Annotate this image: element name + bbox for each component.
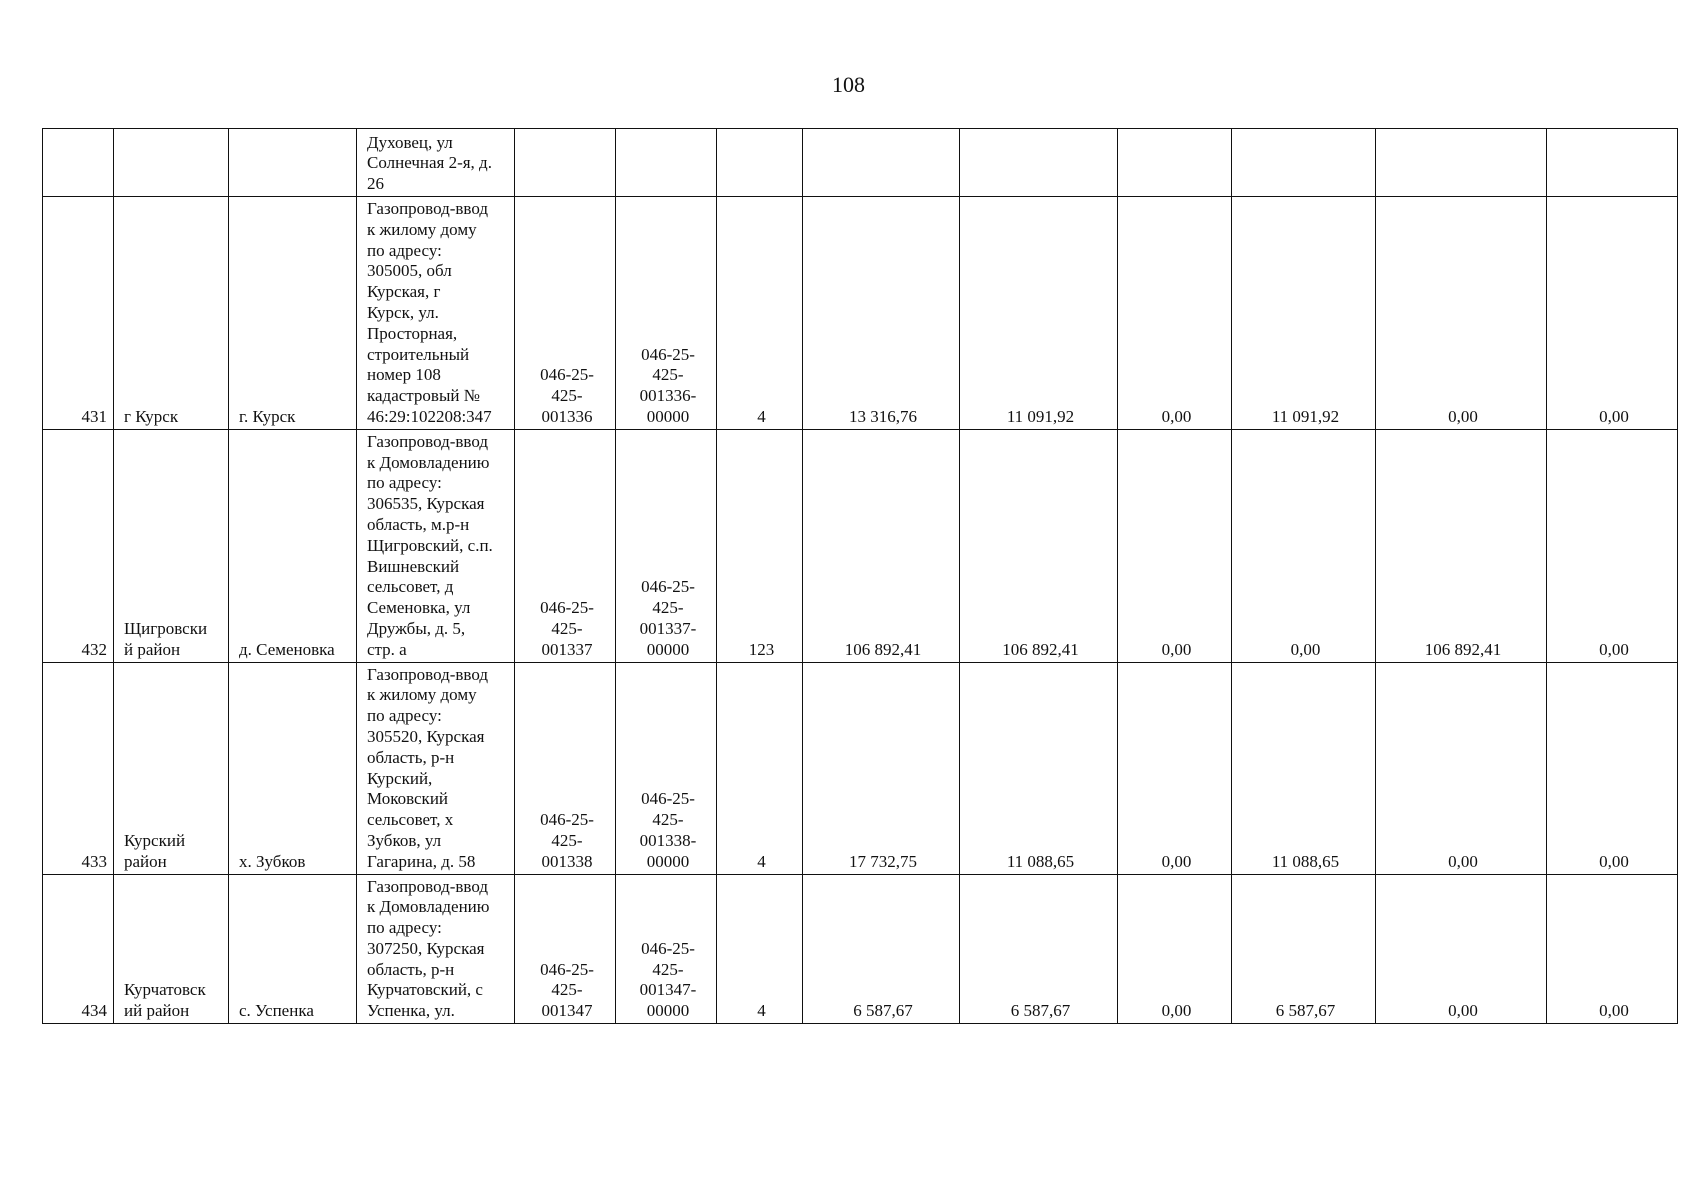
value-cell-6	[1547, 129, 1678, 197]
value-cell-2: 106 892,41	[960, 429, 1118, 662]
table-row	[43, 429, 1678, 662]
value-cell-3: 0,00	[1118, 662, 1232, 874]
quantity-cell: 123	[717, 429, 803, 662]
object-description-cell: Газопровод-ввод к жилому дому по адресу: 305005, обл Курская, г Курск, ул. Просторная, строительный номер 108 кадастровый № 46:29:102208:347	[357, 197, 515, 430]
value-cell-2	[960, 129, 1118, 197]
value-cell-1: 106 892,41	[803, 429, 960, 662]
district-cell: г Курск	[114, 197, 229, 430]
value-cell-3	[1118, 129, 1232, 197]
district-cell	[114, 129, 229, 197]
table-row	[43, 129, 1678, 197]
quantity-cell: 4	[717, 874, 803, 1024]
object-description-cell: Духовец, ул Солнечная 2-я, д. 26	[357, 129, 515, 197]
value-cell-3: 0,00	[1118, 429, 1232, 662]
registry-code-cell: 046-25- 425- 001347- 00000	[616, 874, 717, 1024]
locality-cell	[229, 129, 357, 197]
row-number-cell	[43, 129, 114, 197]
object-description-cell: Газопровод-ввод к Домовладению по адресу: 306535, Курская область, м.р-н Щигровский, с.п. Вишневский сельсовет, д Семеновка, ул Дружбы, д. 5, стр. а	[357, 429, 515, 662]
registry-table	[42, 128, 1678, 1024]
value-cell-6: 0,00	[1547, 429, 1678, 662]
value-cell-4: 11 091,92	[1232, 197, 1376, 430]
value-cell-2: 11 091,92	[960, 197, 1118, 430]
value-cell-5: 0,00	[1376, 197, 1547, 430]
value-cell-5: 106 892,41	[1376, 429, 1547, 662]
locality-cell: г. Курск	[229, 197, 357, 430]
registry-code-cell: 046-25- 425- 001338- 00000	[616, 662, 717, 874]
value-cell-3: 0,00	[1118, 874, 1232, 1024]
value-cell-1: 17 732,75	[803, 662, 960, 874]
registry-code-cell: 046-25- 425- 001337- 00000	[616, 429, 717, 662]
value-cell-1: 6 587,67	[803, 874, 960, 1024]
district-cell: Курчатовск ий район	[114, 874, 229, 1024]
object-code-cell: 046-25- 425- 001347	[515, 874, 616, 1024]
value-cell-4	[1232, 129, 1376, 197]
value-cell-4: 6 587,67	[1232, 874, 1376, 1024]
table-row	[43, 874, 1678, 1024]
value-cell-6: 0,00	[1547, 197, 1678, 430]
object-description-cell: Газопровод-ввод к Домовладению по адресу: 307250, Курская область, р-н Курчатовский, с Успенка, ул.	[357, 874, 515, 1024]
object-code-cell: 046-25- 425- 001336	[515, 197, 616, 430]
row-number-cell: 432	[43, 429, 114, 662]
row-number-cell: 433	[43, 662, 114, 874]
value-cell-4: 11 088,65	[1232, 662, 1376, 874]
value-cell-3: 0,00	[1118, 197, 1232, 430]
locality-cell: х. Зубков	[229, 662, 357, 874]
page-number: 108	[832, 72, 865, 97]
value-cell-5: 0,00	[1376, 874, 1547, 1024]
quantity-cell: 4	[717, 662, 803, 874]
value-cell-1	[803, 129, 960, 197]
value-cell-6: 0,00	[1547, 662, 1678, 874]
table-row	[43, 662, 1678, 874]
object-code-cell: 046-25- 425- 001337	[515, 429, 616, 662]
quantity-cell: 4	[717, 197, 803, 430]
value-cell-4: 0,00	[1232, 429, 1376, 662]
locality-cell: с. Успенка	[229, 874, 357, 1024]
quantity-cell	[717, 129, 803, 197]
value-cell-2: 6 587,67	[960, 874, 1118, 1024]
object-code-cell: 046-25- 425- 001338	[515, 662, 616, 874]
district-cell: Курский район	[114, 662, 229, 874]
value-cell-1: 13 316,76	[803, 197, 960, 430]
row-number-cell: 434	[43, 874, 114, 1024]
locality-cell: д. Семеновка	[229, 429, 357, 662]
table-row	[43, 197, 1678, 430]
value-cell-2: 11 088,65	[960, 662, 1118, 874]
value-cell-6: 0,00	[1547, 874, 1678, 1024]
registry-code-cell	[616, 129, 717, 197]
registry-code-cell: 046-25- 425- 001336- 00000	[616, 197, 717, 430]
object-code-cell	[515, 129, 616, 197]
value-cell-5	[1376, 129, 1547, 197]
row-number-cell: 431	[43, 197, 114, 430]
district-cell: Щигровски й район	[114, 429, 229, 662]
value-cell-5: 0,00	[1376, 662, 1547, 874]
object-description-cell: Газопровод-ввод к жилому дому по адресу: 305520, Курская область, р-н Курский, Моковский сельсовет, х Зубков, ул Гагарина, д. 58	[357, 662, 515, 874]
